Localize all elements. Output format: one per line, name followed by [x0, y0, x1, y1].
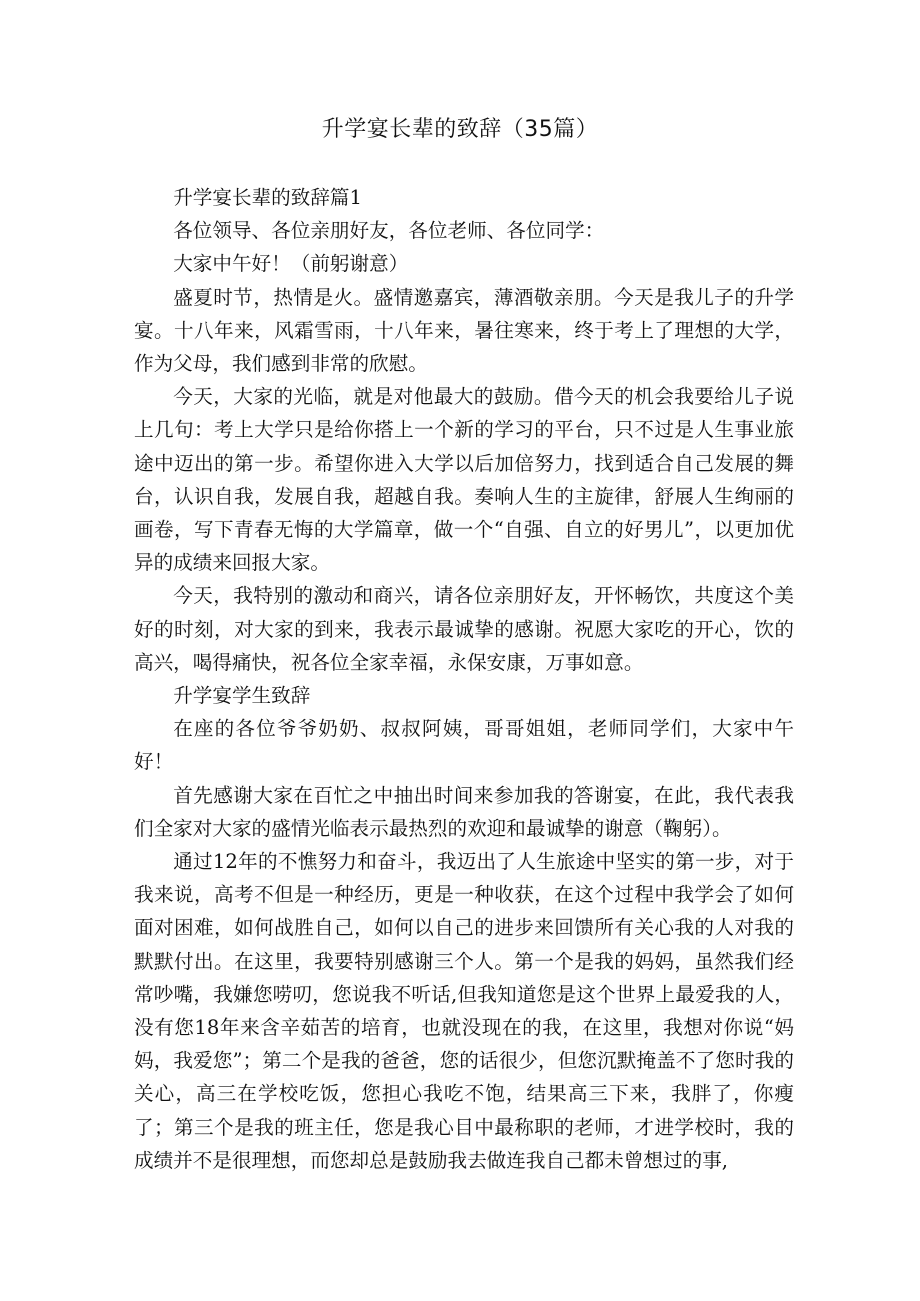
greeting: 大家中午好！（前躬谢意）: [173, 252, 409, 276]
paragraph: 通过12年的不憔努力和奋斗，我迈出了人生旅途中坚实的第一步，对于我来说，高考不但是一种经历，更是一种收获，在这个过程中我学会了如何面对困难，如何战胜自己，如何以自己的进步来回馈所有关心我的人对我的默默付出。在这里，我要特别感谢三个人。第一个是我的妈妈，虽然我们经常吵嘴，我嫌您唠叨，您说我不听话,但我知道您是这个世界上最爱我的人，没有您18年来含辛茹苦的培育，也就没现在的我，在这里，我想对你说“妈妈，我爱您”；第二个是我的爸爸，您的话很少，但您沉默掩盖不了您时我的关心，高三在学校吃饭，您担心我吃不饱，结果高三下来，我胖了，你瘦了；第三个是我的班主任，您是我心目中最称职的老师，才进学校时，我的成绩并不是很理想，而您却总是鼓励我去做连我自己都未曾想过的事,: [134, 850, 794, 1172]
paragraph: 在座的各位爷爷奶奶、叔叔阿姨，哥哥姐姐，老师同学们，大家中午好！: [134, 717, 794, 774]
section-heading-2: 升学宴学生致辞: [173, 684, 311, 708]
section-heading-1: 升学宴长辈的致辞篇1: [173, 186, 362, 209]
paragraph: 今天，我特别的激动和商兴，请各位亲朋好友，开怀畅饮，共度这个美好的时刻，对大家的到来，我表示最诚挚的感谢。祝愿大家吃的开心，饮的高兴，喝得痛快，祝各位全家幸福，永保安康，万事如意。: [134, 584, 794, 674]
paragraph: 盛夏时节，热情是火。盛情邀嘉宾，薄酒敬亲朋。今天是我儿子的升学宴。十八年来，风霜雪雨，十八年来，暑往寒来，终于考上了理想的大学，作为父母，我们感到非常的欣慰。: [134, 285, 794, 376]
document-body: [134, 181, 794, 1177]
page-title: 升学宴长辈的致辞（35篇）: [321, 117, 599, 142]
paragraph: 首先感谢大家在百忙之中抽出时间来参加我的答谢宴，在此，我代表我们全家对大家的盛情光临表示最热烈的欢迎和最诚挚的谢意（鞠躬）。: [134, 783, 794, 840]
salutation: 各位领导、各位亲朋好友，各位老师、各位同学：: [173, 219, 605, 243]
paragraph: 今天，大家的光临，就是对他最大的鼓励。借今天的机会我要给儿子说上几句：考上大学只是给你搭上一个新的学习的平台，只不过是人生事业旅途中迈出的第一步。希望你进入大学以后加倍努力，找到适合自己发展的舞台，认识自我，发展自我，超越自我。奏响人生的主旋律，舒展人生绚丽的画卷，写下青春无悔的大学篇章，做一个“自强、自立的好男儿”，以更加优异的成绩来回报大家。: [134, 385, 794, 575]
